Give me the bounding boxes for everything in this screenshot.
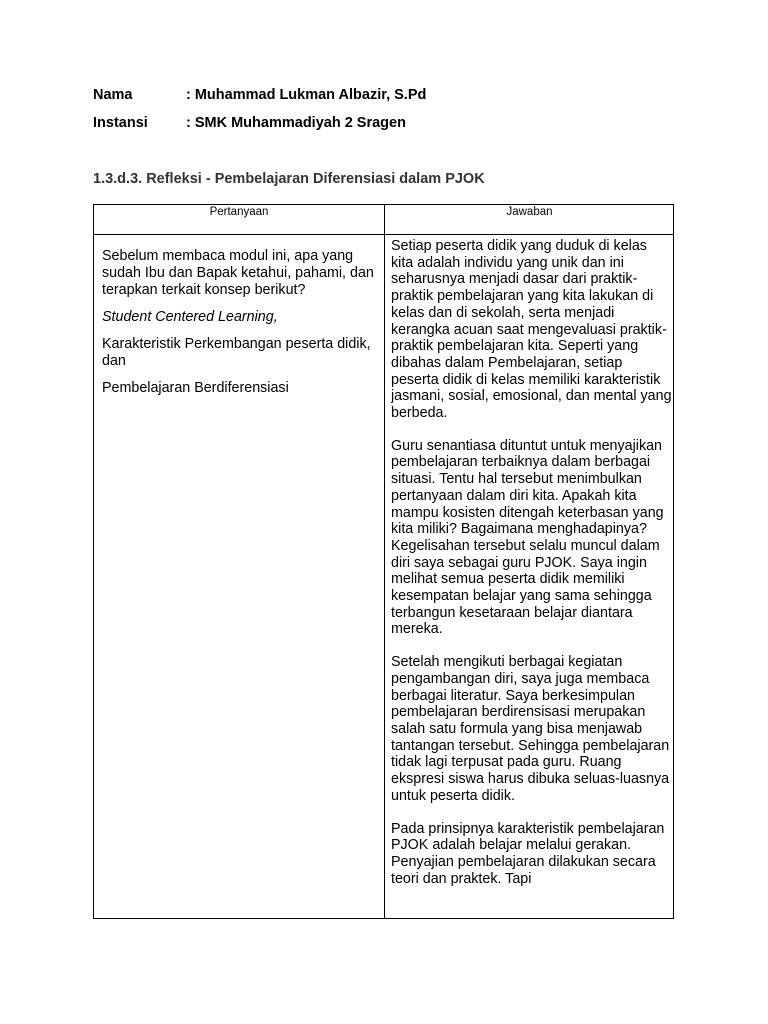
- answer-paragraph: Pada prinsipnya karakteristik pembelajaran PJOK adalah belajar melalui gerakan. Penyajian pembelajaran dilakukan secara teori dan praktek. Tapi: [391, 820, 665, 887]
- answer-paragraph: Setiap peserta didik yang duduk di kelas kita adalah individu yang unik dan ini seharusnya menjadi dasar dari praktik-praktik pembelajaran yang kita lakukan di kelas dan di sekolah, serta menjadi kerangka acuan saat mengevaluasi praktik-praktik pembelajaran kita. Seperti yang dibahas dalam Pembelajaran, setiap peserta didik di kelas memiliki karakteristik jasmani, sosial, emosional, dan mental yang berbeda.: [391, 238, 672, 422]
- question-cell: [102, 248, 380, 407]
- answer-paragraph: Guru senantiasa dituntut untuk menyajikan pembelajaran terbaiknya dalam berbagai situasi. Tentu hal tersebut menimbulkan pertanyaan dalam diri kita. Apakah kita mampu kosisten ditengah keterbasan yang kita miliki? Bagaimana menghadapinya? Kegelisahan tersebut selalu muncul dalam diri saya sebagai guru PJOK. Saya ingin melihat semua peserta didik memiliki kesempatan belajar yang sama sehingga terbangun kesetaraan belajar diantara mereka.: [391, 437, 664, 638]
- nama-value: : Muhammad Lukman Albazir, S.Pd: [186, 87, 427, 103]
- column-header-jawaban: Jawaban: [506, 206, 553, 218]
- header-divider: [94, 234, 673, 235]
- answer-cell: [391, 238, 672, 918]
- question-item-berdiferensiasi: Pembelajaran Berdiferensiasi: [102, 380, 289, 396]
- nama-label: Nama: [93, 87, 133, 103]
- column-divider: [384, 205, 385, 918]
- question-intro: Sebelum membaca modul ini, apa yang sudah Ibu dan Bapak ketahui, pahami, dan terapkan terkait konsep berikut?: [102, 248, 374, 298]
- document-title: 1.3.d.3. Refleksi - Pembelajaran Diferensiasi dalam PJOK: [93, 171, 485, 187]
- question-item-karakteristik: Karakteristik Perkembangan peserta didik, dan: [102, 336, 371, 369]
- answer-paragraph: Setelah mengikuti berbagai kegiatan pengambangan diri, saya juga membaca berbagai literatur. Saya berkesimpulan pembelajaran berdirensisasi merupakan salah satu formula yang bisa menjawab tantangan tersebut. Sehingga pembelajaran tidak lagi terpusat pada guru. Ruang ekspresi siswa harus dibuka seluas-luasnya untuk peserta didik.: [391, 654, 670, 804]
- column-header-pertanyaan: Pertanyaan: [209, 206, 269, 218]
- instansi-value: : SMK Muhammadiyah 2 Sragen: [186, 115, 406, 131]
- question-item-scl: Student Centered Learning,: [102, 309, 278, 325]
- reflection-table: [93, 204, 674, 919]
- instansi-label: Instansi: [93, 115, 148, 131]
